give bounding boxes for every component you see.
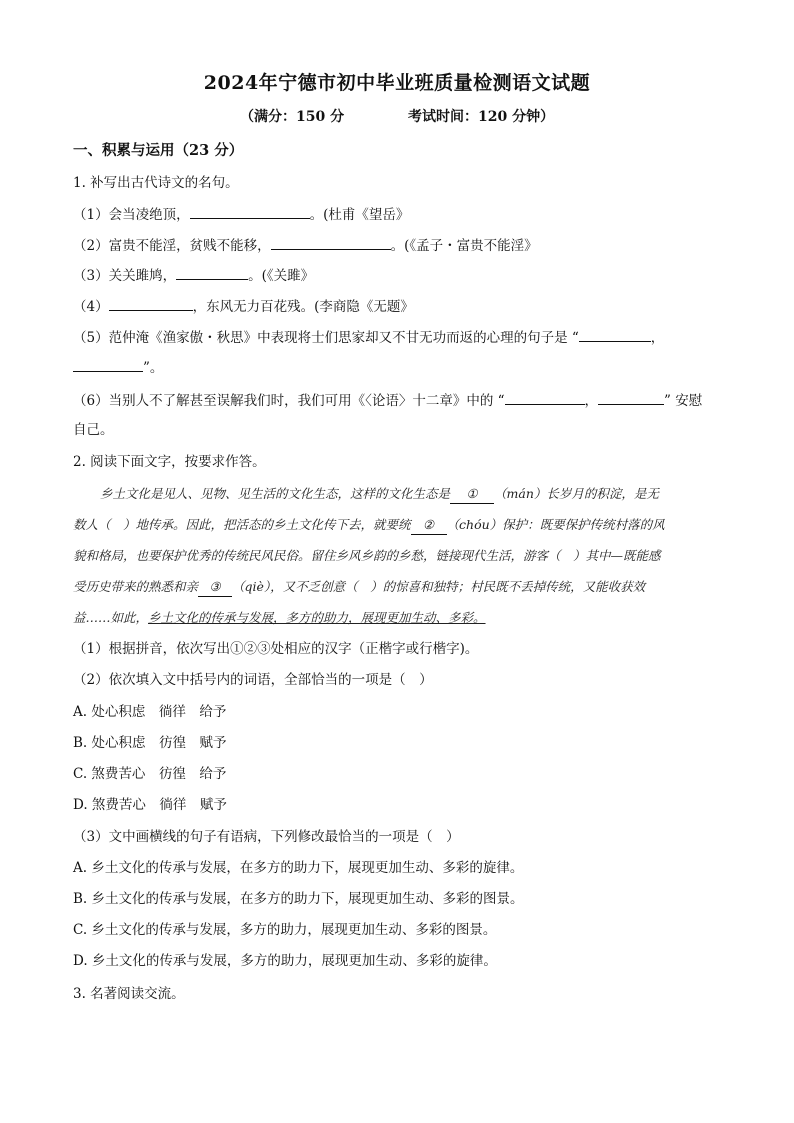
answer-blank[interactable]: [73, 357, 143, 372]
answer-blank[interactable]: [109, 296, 193, 311]
q1-item-1-post: 。(杜甫《望岳》: [309, 207, 410, 223]
q1-item-1: [73, 204, 409, 224]
passage-line-1: [100, 485, 755, 504]
exam-time: 考试时间：120 分钟）: [408, 109, 555, 125]
blank-2[interactable]: ②: [411, 516, 447, 535]
passage-text: （mán）长岁月的积淀，是无: [494, 486, 659, 501]
q1-item-1-pre: （1）会当凌绝顶，: [73, 207, 190, 223]
question-2-stem: 2. 阅读下面文字，按要求作答。: [73, 454, 266, 470]
passage-line-2: [73, 516, 728, 535]
q1-item-5-mid: ，: [650, 330, 665, 346]
underlined-sentence: 乡土文化的传承与发展，多方的助力，展现更加生动、多彩。: [148, 610, 486, 625]
q2-sub-2: （2）依次填入文中括号内的词语，全部恰当的一项是（ ）: [73, 672, 433, 688]
q1-item-6: [73, 390, 702, 410]
q1-item-5-cont: [73, 357, 163, 377]
passage-line-4: [73, 578, 728, 597]
passage-text: 乡土文化是见人、见物、见生活的文化生态，这样的文化生态是: [100, 486, 451, 501]
q2-sub-2-option-b[interactable]: B. 处心积虑 彷徨 赋予: [73, 735, 227, 751]
q2-sub-2-option-d[interactable]: D. 煞费苦心 徜徉 赋予: [73, 797, 227, 813]
q1-item-3-pre: （3）关关雎鸠，: [73, 268, 177, 284]
q1-item-4-pre: （4）: [73, 299, 109, 315]
q1-item-2-pre: （2）富贵不能淫，贫贱不能移，: [73, 238, 271, 254]
question-3-stem: 3. 名著阅读交流。: [73, 986, 185, 1002]
exam-title: 2024年宁德市初中毕业班质量检测语文试题: [203, 72, 591, 94]
q2-sub-3-option-b[interactable]: B. 乡土文化的传承与发展，在多方的助力下，展现更加生动、多彩的图景。: [73, 891, 524, 907]
q2-sub-3-option-a[interactable]: A. 乡土文化的传承与发展，在多方的助力下，展现更加生动、多彩的旋律。: [73, 860, 524, 876]
q1-item-3: [73, 265, 314, 285]
answer-blank[interactable]: [190, 204, 310, 219]
answer-blank[interactable]: [579, 327, 651, 342]
q1-item-4: [73, 296, 414, 316]
q1-item-5-post: ”。: [143, 360, 164, 376]
q1-item-3-post: 。(《关雎》: [248, 268, 315, 284]
answer-blank[interactable]: [505, 390, 585, 405]
q1-item-5: [73, 327, 664, 347]
answer-blank[interactable]: [271, 235, 391, 250]
q1-item-2-post: 。(《孟子・富贵不能淫》: [390, 238, 538, 254]
passage-text: （qiè），又不乏创意（ ）的惊喜和独特；村民既不丢掉传统，又能收获效: [232, 579, 646, 594]
q2-sub-1: （1）根据拼音，依次写出①②③处相应的汉字（正楷字或行楷字)。: [73, 641, 479, 657]
q2-sub-3-option-c[interactable]: C. 乡土文化的传承与发展，多方的助力，展现更加生动、多彩的图景。: [73, 922, 497, 938]
q1-item-6-mid: ，: [584, 393, 599, 409]
passage-text: 数人（ ）地传承。因此，把活态的乡土文化传下去，就要统: [73, 517, 411, 532]
q2-sub-2-option-a[interactable]: A. 处心积虑 徜徉 给予: [73, 704, 227, 720]
blank-3[interactable]: ③: [198, 578, 232, 597]
passage-text: 益……如此，: [73, 610, 149, 625]
q2-sub-3: （3）文中画横线的句子有语病，下列修改最恰当的一项是（ ）: [73, 829, 460, 845]
passage-line-5: [73, 609, 728, 627]
passage-text: 受历史带来的熟悉和亲: [73, 579, 199, 594]
q1-item-5-pre: （5）范仲淹《渔家傲・秋思》中表现将士们思家却又不甘无功而返的心理的句子是 “: [73, 330, 579, 346]
full-score: （满分：150 分: [240, 109, 345, 125]
q1-item-6-pre: （6）当别人不了解甚至误解我们时，我们可用《〈论语〉十二章》中的 “: [73, 393, 505, 409]
question-1-stem: 1. 补写出古代诗文的名句。: [73, 175, 239, 191]
answer-blank[interactable]: [598, 390, 664, 405]
q1-item-4-post: ，东风无力百花残。(李商隐《无题》: [192, 299, 414, 315]
q1-item-6-cont: 自己。: [73, 422, 114, 438]
q2-sub-3-option-d[interactable]: D. 乡土文化的传承与发展，多方的助力，展现更加生动、多彩的旋律。: [73, 953, 497, 969]
answer-blank[interactable]: [176, 265, 248, 280]
passage-line-3: 貌和格局，也要保护优秀的传统民风民俗。留住乡风乡韵的乡愁，链接现代生活，游客（ ）其中—既能感: [73, 548, 661, 563]
section-heading: 一、积累与运用（23 分）: [73, 142, 244, 159]
q1-item-6-post: ” 安慰: [664, 393, 703, 409]
blank-1[interactable]: ①: [450, 485, 494, 504]
passage-text: （chóu）保护：既要保护传统村落的风: [446, 517, 665, 532]
q2-sub-2-option-c[interactable]: C. 煞费苦心 彷徨 给予: [73, 766, 227, 782]
q1-item-2: [73, 235, 538, 255]
